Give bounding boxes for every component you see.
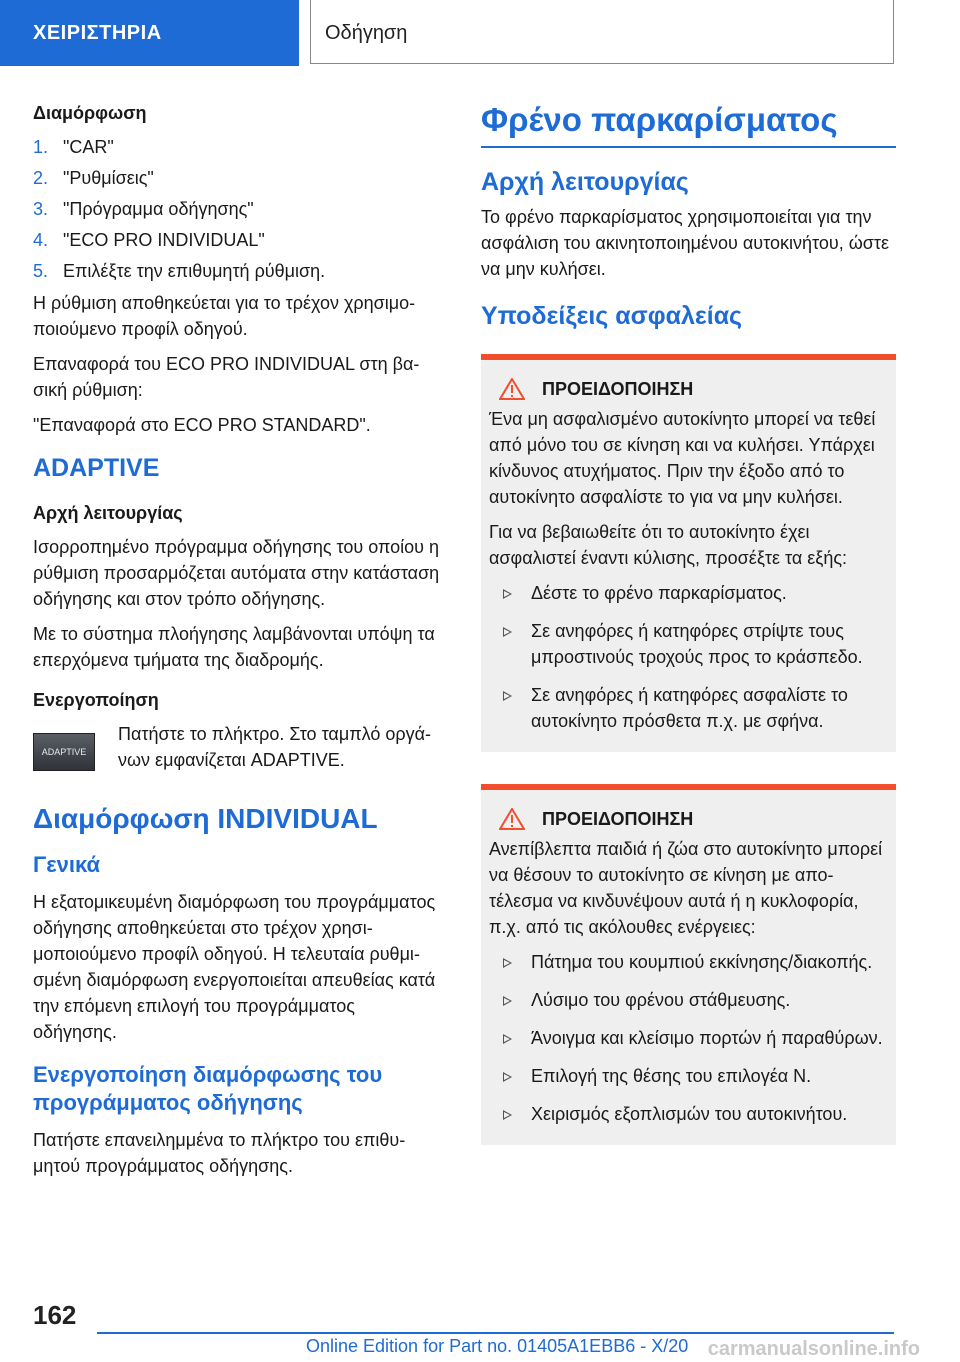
principle-heading: Αρχή λειτουργίας <box>481 168 689 196</box>
triangle-bullet-icon <box>503 996 512 1006</box>
adaptive-button-image <box>33 733 95 771</box>
triangle-bullet-icon <box>503 589 512 599</box>
adaptive-title: ADAPTIVE <box>33 454 160 482</box>
triangle-bullet-icon <box>503 958 512 968</box>
watermark: carmanualsonline.info <box>707 1338 920 1360</box>
left-column <box>33 100 443 1188</box>
list-item: Άνοιγμα και κλείσιμο πορτών ή παραθύρων. <box>489 1025 888 1051</box>
warning-triangle-icon <box>499 808 525 830</box>
header-tab <box>0 0 299 66</box>
triangle-bullet-icon <box>503 1110 512 1120</box>
paragraph: Η εξατομικευμένη διαμόρφωση του προγράμματος οδήγησης αποθηκεύεται στο τρέχον χρησιμοποιούμενο προφίλ οδηγού. Η τελευταία ρυθμισμένη διαμόρφωση ενεργοποιείται απευθείας κατά την επόμενη επιλογή του προγράμματος οδήγησης. <box>33 892 436 1042</box>
warning-triangle-icon <box>499 378 525 400</box>
activation-heading: Ενεργοποίηση <box>33 690 159 710</box>
paragraph: Επαναφορά του ECO PRO INDIVIDUAL στη βασική ρύθμιση: <box>33 354 420 400</box>
list-item: Σε ανηφόρες ή κατηφόρες ασφαλίστε το αυτοκίνητο πρόσθετα π.χ. με σφήνα. <box>489 682 888 734</box>
config-heading: Διαμόρφωση <box>33 103 147 123</box>
warning-text: Για να βεβαιωθείτε ότι το αυτοκίνητο έχει ασφαλιστεί έναντι κύλισης, προσέξτε τα εξής: <box>489 522 848 568</box>
triangle-bullet-icon <box>503 691 512 701</box>
warning-title: ΠΡΟΕΙΔΟΠΟΙΗΣΗ <box>542 808 694 829</box>
triangle-bullet-icon <box>503 1072 512 1082</box>
paragraph: "Επαναφορά στο ECO PRO STANDARD". <box>33 415 371 435</box>
step-item: 4. "ECO PRO INDIVIDUAL" <box>33 230 265 250</box>
right-column <box>481 100 896 1177</box>
header-section-label: Οδήγηση <box>325 22 408 44</box>
warning-list <box>489 949 888 1127</box>
warning-text: Ανεπίβλεπτα παιδιά ή ζώα στο αυτοκίνητο μπορεί να θέσουν το αυτοκίνητο σε κίνηση με αποτέλεσμα να κινδυνέψουν αυτά ή η κυκλοφορία, π.χ. από τις ακόλουθες ενέργειες: <box>489 839 883 937</box>
adaptive-button-label: ADAPTIVE <box>41 747 87 757</box>
triangle-bullet-icon <box>503 1034 512 1044</box>
warning-header <box>499 808 888 830</box>
step-item: 1. "CAR" <box>33 137 114 157</box>
step-item: 5. Επιλέξτε την επιθυμητή ρύθμιση. <box>33 261 326 281</box>
warning-list <box>489 580 888 734</box>
paragraph: Ισορροπημένο πρόγραμμα οδήγησης του οποίου η ρύθμιση προσαρμόζεται αυτόματα στην κατάσταση οδήγησης και στον τρόπο οδήγησης. <box>33 537 440 609</box>
footer-divider <box>97 1332 894 1334</box>
header-section <box>310 0 894 64</box>
warning-text: Ένα μη ασφαλισμένο αυτοκίνητο μπορεί να τεθεί από μόνο του σε κίνηση και να κυλήσει. Υπάρχει κίνδυνος ατυχήματος. Πριν την έξοδο από το αυτοκίνητο ασφαλίστε το για να μην κυλήσει. <box>489 409 876 507</box>
list-item: Σε ανηφόρες ή κατηφόρες στρίψτε τους μπροστινούς τροχούς προς το κράσπεδο. <box>489 618 888 670</box>
step-item: 3. "Πρόγραμμα οδήγησης" <box>33 199 254 219</box>
individual-title: Διαμόρφωση INDIVIDUAL <box>33 803 378 834</box>
warning-title: ΠΡΟΕΙΔΟΠΟΙΗΣΗ <box>542 378 694 399</box>
general-heading: Γενικά <box>33 852 101 877</box>
warning-box <box>481 354 896 752</box>
paragraph: Με το σύστημα πλοήγησης λαμβάνονται υπόψη τα επερχόμενα τμήματα της διαδρομής. <box>33 624 435 670</box>
list-item: Πάτημα του κουμπιού εκκίνησης/διακοπής. <box>489 949 888 975</box>
header-tab-label: ΧΕΙΡΙΣΤΗΡΙΑ <box>33 22 162 44</box>
paragraph: Πατήστε επανειλημμένα το πλήκτρο του επιθυμητού προγράμματος οδήγησης. <box>33 1130 406 1176</box>
steps-list <box>33 134 443 284</box>
list-item: Δέστε το φρένο παρκαρίσματος. <box>489 580 888 606</box>
warning-box <box>481 784 896 1145</box>
footer-edition: Online Edition for Part no. 01405A1EBB6 - X/20 <box>306 1336 689 1356</box>
triangle-bullet-icon <box>503 627 512 637</box>
parking-brake-title: Φρένο παρκαρίσματος <box>481 100 896 148</box>
adaptive-principle-heading: Αρχή λειτουργίας <box>33 503 183 523</box>
warning-header <box>499 378 888 400</box>
activation-text: Πατήστε το πλήκτρο. Στο ταμπλό οργάνων εμφανίζεται ADAPTIVE. <box>118 724 432 770</box>
safety-heading: Υποδείξεις ασφαλείας <box>481 302 743 330</box>
activation-row <box>33 721 443 787</box>
paragraph: Η ρύθμιση αποθηκεύεται για το τρέχον χρησιμοποιούμενο προφίλ οδηγού. <box>33 293 416 339</box>
list-item: Χειρισμός εξοπλισμών του αυτοκινήτου. <box>489 1101 888 1127</box>
list-item: Επιλογή της θέσης του επιλογέα N. <box>489 1063 888 1089</box>
paragraph: Το φρένο παρκαρίσματος χρησιμοποιείται για την ασφάλιση του ακινητοποιημένου αυτοκινήτου, ώστε να μην κυλήσει. <box>481 207 890 279</box>
list-item: Λύσιμο του φρένου στάθμευσης. <box>489 987 888 1013</box>
step-item: 2. "Ρυθμίσεις" <box>33 168 154 188</box>
activate-config-heading: Ενεργοποίηση διαμόρφωσης του προγράμματος οδήγησης <box>33 1062 383 1115</box>
page-number: 162 <box>33 1300 77 1330</box>
